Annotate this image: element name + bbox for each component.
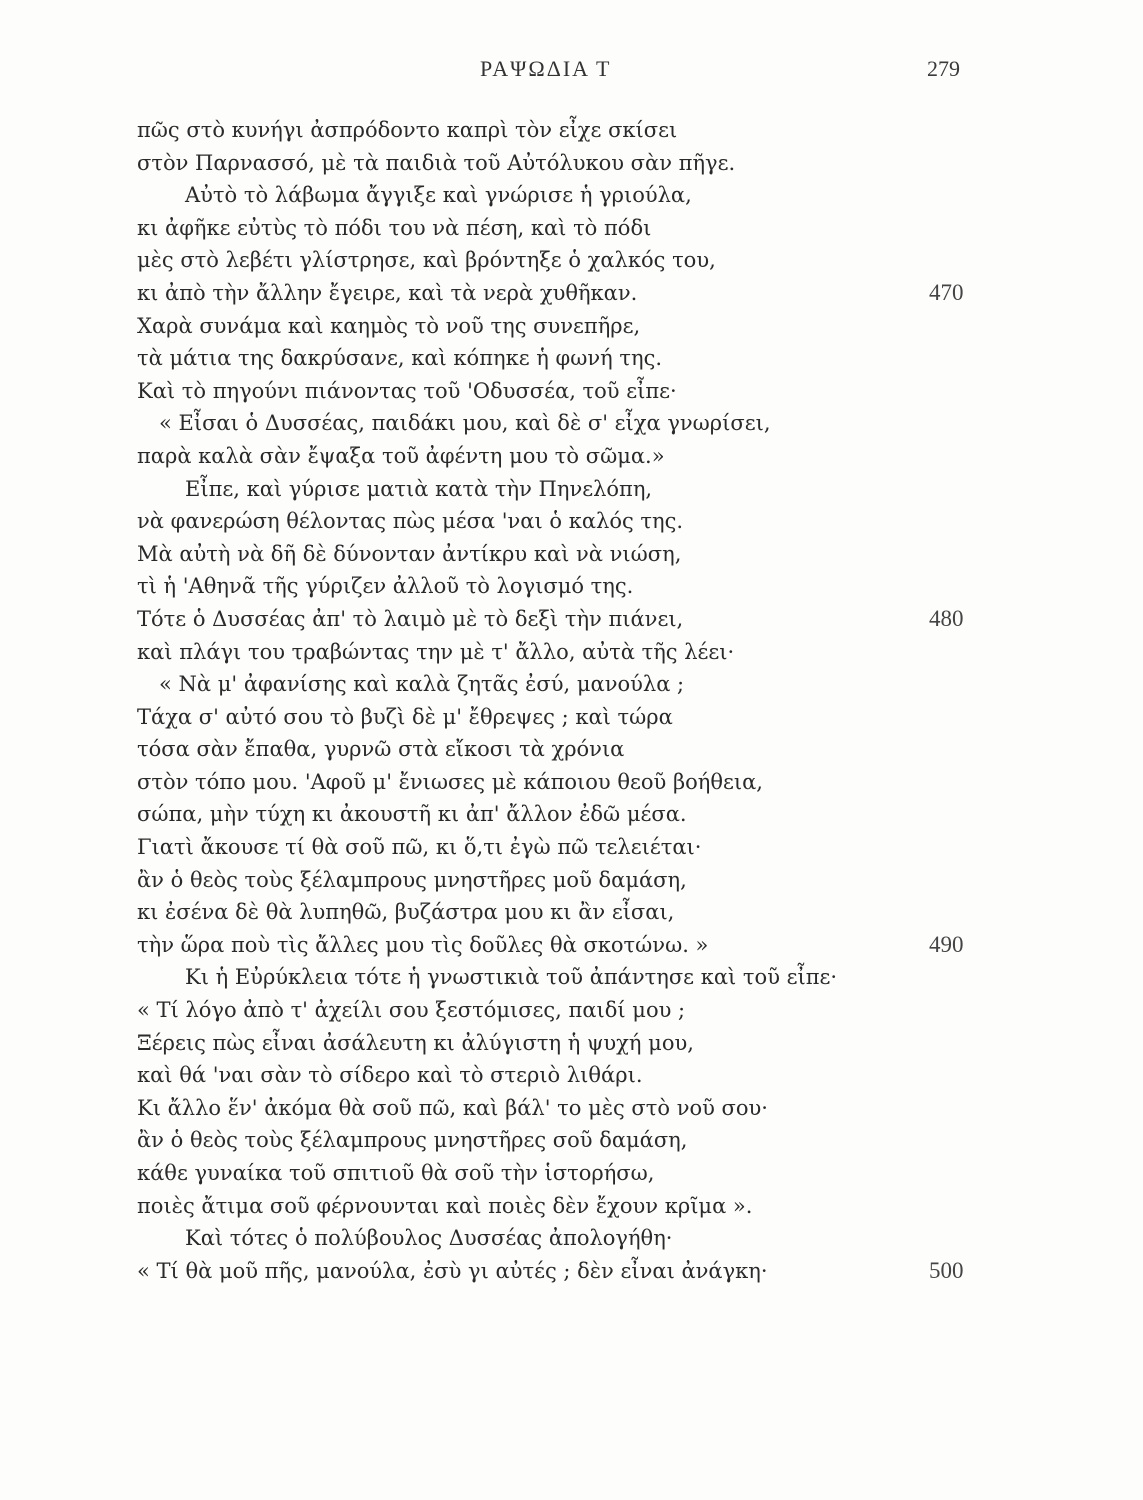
verse-text: Χαρὰ συνάμα καὶ καημὸς τὸ νοῦ της συνεπῆρε, [137, 313, 641, 338]
verse-line [0, 1157, 1143, 1190]
verse-text: Γιατὶ ἄκουσε τί θὰ σοῦ πῶ, κι ὅ,τι ἐγὼ πῶ τελειέται· [137, 835, 702, 860]
verse-text: Εἶπε, καὶ γύρισε ματιὰ κατὰ τὴν Πηνελόπη, [185, 476, 653, 501]
verse-line [0, 407, 1143, 440]
verse-line [0, 1059, 1143, 1092]
verse-line [0, 473, 1143, 506]
verse-text: Καὶ τότες ὁ πολύβουλος Δυσσέας ἀπολογήθη· [185, 1226, 673, 1251]
verse-text: Μὰ αὐτὴ νὰ δῆ δὲ δύνονταν ἀντίκρυ καὶ νὰ νιώση, [137, 541, 682, 566]
verse-line [0, 147, 1143, 180]
verse-text: παρὰ καλὰ σὰν ἔψαξα τοῦ ἀφέντη μου τὸ σῶμα.» [137, 443, 665, 468]
verse-line [0, 831, 1143, 864]
verse-line [0, 766, 1143, 799]
verse-line [0, 310, 1143, 343]
verse-text: καὶ θά 'ναι σὰν τὸ σίδερο καὶ τὸ στεριὸ λιθάρι. [137, 1063, 643, 1088]
verse-line [0, 538, 1143, 571]
verse-line [0, 179, 1143, 212]
verse-line [0, 375, 1143, 408]
verse-text: « Νὰ μ' ἀφανίσης καὶ καλὰ ζητᾶς ἐσύ, μανούλα ; [159, 672, 685, 697]
verse-line [0, 701, 1143, 734]
verse-line [0, 1124, 1143, 1157]
verse-text: « Τί θὰ μοῦ πῆς, μανούλα, ἐσὺ γι αὐτές ; δὲν εἶναι ἀνάγκη· [137, 1258, 768, 1283]
verse-text: Καὶ τὸ πηγούνι πιάνοντας τοῦ 'Οδυσσέα, τοῦ εἶπε· [137, 378, 677, 403]
verse-line [0, 342, 1143, 375]
verse-line [0, 212, 1143, 245]
running-head [0, 54, 1143, 88]
verse-line [0, 798, 1143, 831]
verse-line [0, 1222, 1143, 1255]
verse-text: στὸν τόπο μου. 'Αφοῦ μ' ἔνιωσες μὲ κάποιου θεοῦ βοήθεια, [137, 769, 763, 794]
verse-line [0, 636, 1143, 669]
verse-text: μὲς στὸ λεβέτι γλίστρησε, καὶ βρόντηξε ὁ χαλκός του, [137, 248, 716, 273]
verse-text: σώπα, μὴν τύχη κι ἀκουστῆ κι ἀπ' ἄλλον ἐδῶ μέσα. [137, 802, 687, 827]
verse-line-number: 500 [929, 1257, 964, 1283]
verse-line [0, 570, 1143, 603]
verse-text: ποιὲς ἄτιμα σοῦ φέρνουνται καὶ ποιὲς δὲν ἔχουν κρῖμα ». [137, 1193, 753, 1218]
verse-text: Τάχα σ' αὐτό σου τὸ βυζὶ δὲ μ' ἔθρεψες ; καὶ τώρα [137, 704, 673, 729]
verse-text: Τότε ὁ Δυσσέας ἀπ' τὸ λαιμὸ μὲ τὸ δεξὶ τὴν πιάνει, [137, 606, 684, 631]
verse-text: κι ἐσένα δὲ θὰ λυπηθῶ, βυζάστρα μου κι ἂν εἶσαι, [137, 900, 675, 925]
verse-line [0, 244, 1143, 277]
verse-line [0, 1255, 1143, 1288]
verse-line [0, 994, 1143, 1027]
verse-text: Κι ἄλλο ἕν' ἀκόμα θὰ σοῦ πῶ, καὶ βάλ' το μὲς στὸ νοῦ σου· [137, 1095, 768, 1120]
verse-text: « Τί λόγο ἀπὸ τ' ἀχείλι σου ξεστόμισες, παιδί μου ; [137, 998, 686, 1023]
verse-line [0, 114, 1143, 147]
verse-line-number: 480 [929, 605, 964, 631]
verse-line [0, 1092, 1143, 1125]
verse-line [0, 440, 1143, 473]
verse-text: νὰ φανερώση θέλοντας πὼς μέσα 'ναι ὁ καλός της. [137, 509, 684, 534]
verse-line-number: 490 [929, 931, 964, 957]
verse-text: Ξέρεις πὼς εἶναι ἀσάλευτη κι ἀλύγιστη ἡ ψυχή μου, [137, 1030, 694, 1055]
verse-line [0, 1027, 1143, 1060]
verse-line [0, 668, 1143, 701]
verse-line [0, 961, 1143, 994]
page-number: 279 [927, 56, 960, 81]
verse-line [0, 505, 1143, 538]
verse-line-number: 470 [929, 279, 964, 305]
verse-text: στὸν Παρνασσό, μὲ τὰ παιδιὰ τοῦ Αὐτόλυκου σὰν πῆγε. [137, 150, 736, 175]
verse-text: ἂν ὁ θεὸς τοὺς ξέλαμπρους μνηστῆρες σοῦ δαμάση, [137, 1128, 688, 1153]
verse-text: τὰ μάτια της δακρύσανε, καὶ κόπηκε ἡ φωνή της. [137, 346, 663, 371]
verse-line [0, 603, 1143, 636]
verse-line [0, 864, 1143, 897]
verse-block [0, 114, 1143, 1287]
verse-text: τὶ ἡ 'Αθηνᾶ τῆς γύριζεν ἀλλοῦ τὸ λογισμό της. [137, 574, 634, 599]
verse-text: κι ἀπὸ τὴν ἄλλην ἔγειρε, καὶ τὰ νερὰ χυθῆκαν. [137, 280, 638, 305]
verse-text: κάθε γυναίκα τοῦ σπιτιοῦ θὰ σοῦ τὴν ἱστορήσω, [137, 1161, 655, 1185]
verse-text: τὴν ὥρα ποὺ τὶς ἄλλες μου τὶς δοῦλες θὰ σκοτώνω. » [137, 932, 709, 957]
verse-line [0, 733, 1143, 766]
verse-text: καὶ πλάγι του τραβώντας την μὲ τ' ἄλλο, αὐτὰ τῆς λέει· [137, 639, 735, 664]
verse-line [0, 929, 1143, 962]
verse-line [0, 277, 1143, 310]
verse-text: τόσα σὰν ἔπαθα, γυρνῶ στὰ εἴκοσι τὰ χρόνια [137, 737, 625, 762]
verse-text: Αὐτὸ τὸ λάβωμα ἄγγιξε καὶ γνώρισε ἡ γριούλα, [185, 183, 692, 208]
verse-text: Κι ἡ Εὐρύκλεια τότε ἡ γνωστικιὰ τοῦ ἀπάντησε καὶ τοῦ εἶπε· [185, 965, 838, 990]
verse-line [0, 1190, 1143, 1223]
verse-text: « Εἶσαι ὁ Δυσσέας, παιδάκι μου, καὶ δὲ σ' εἶχα γνωρίσει, [159, 411, 771, 436]
chapter-title: ΡΑΨΩΔΙΑ Τ [480, 56, 612, 81]
verse-text: κι ἀφῆκε εὐτὺς τὸ πόδι του νὰ πέση, καὶ τὸ πόδι [137, 215, 652, 240]
verse-text: ἂν ὁ θεὸς τοὺς ξέλαμπρους μνηστῆρες μοῦ δαμάση, [137, 867, 687, 892]
verse-text: πῶς στὸ κυνήγι ἀσπρόδοντο καπρὶ τὸν εἶχε σκίσει [137, 118, 678, 142]
verse-line [0, 896, 1143, 929]
